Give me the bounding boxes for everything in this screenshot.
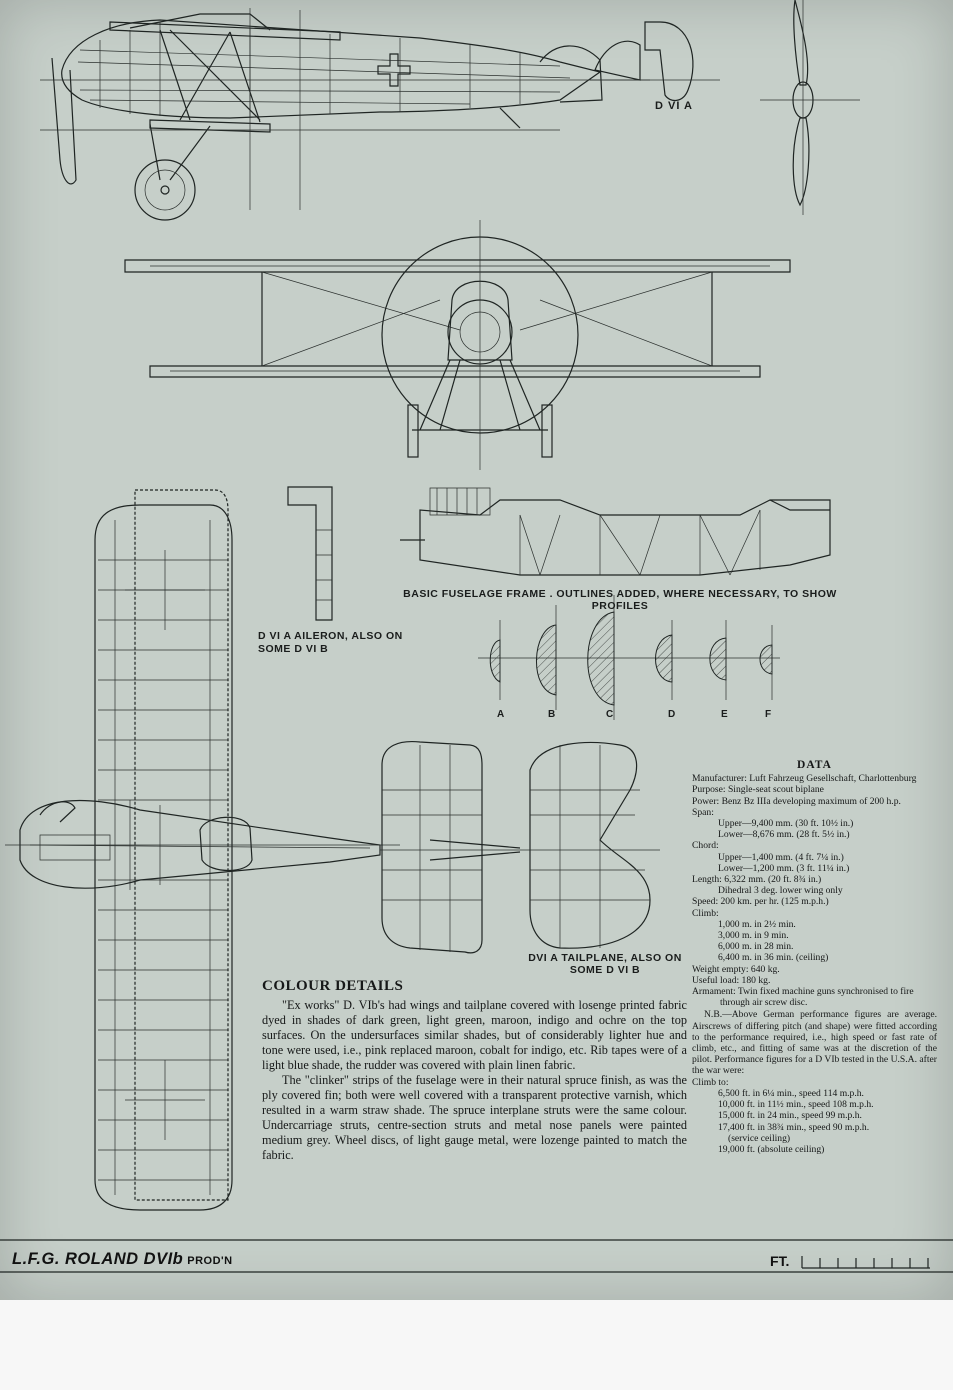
data-manufacturer: Manufacturer: Luft Fahrzeug Gesellschaft, Charlottenburg xyxy=(692,773,917,785)
data-climb-row: 6,400 m. in 36 min. (ceiling) xyxy=(718,952,829,964)
data-chord-label: Chord: xyxy=(692,840,719,852)
data-speed: Speed: 200 km. per hr. (125 m.p.h.) xyxy=(692,896,829,908)
profile-letter: C xyxy=(606,709,614,720)
side-elevation xyxy=(40,8,650,220)
rib-profiles xyxy=(478,595,780,720)
aileron-detail xyxy=(288,487,332,620)
fuselage-frame xyxy=(400,488,830,575)
profile-letter: D xyxy=(668,709,676,720)
data-climb-to-row: 10,000 ft. in 11½ min., speed 108 m.p.h. xyxy=(718,1099,874,1111)
data-span-lower: Lower—8,676 mm. (28 ft. 5½ in.) xyxy=(718,829,850,841)
data-climb-label: Climb: xyxy=(692,907,719,919)
drawing-title-suffix: PROD'N xyxy=(187,1255,233,1267)
scale-bar xyxy=(802,1256,930,1268)
data-power: Power: Benz Bz IIIa developing maximum of 200 h.p. xyxy=(692,795,901,807)
data-span-label: Span: xyxy=(692,806,714,818)
profile-letter: E xyxy=(721,709,729,720)
data-service-ceiling: (service ceiling) xyxy=(728,1132,791,1144)
data-weight-empty: Weight empty: 640 kg. xyxy=(692,963,780,975)
profile-letter: A xyxy=(497,709,505,720)
data-climb-to-label: Climb to: xyxy=(692,1076,729,1088)
data-chord-lower: Lower—1,200 mm. (3 ft. 11¼ in.) xyxy=(718,862,850,874)
data-purpose: Purpose: Single-seat scout biplane xyxy=(692,784,824,796)
data-climb-to-row: 6,500 ft. in 6¼ min., speed 114 m.p.h. xyxy=(718,1087,864,1099)
data-dihedral: Dihedral 3 deg. lower wing only xyxy=(718,885,843,897)
data-absolute-ceiling: 19,000 ft. (absolute ceiling) xyxy=(718,1143,825,1155)
fuselage-caption: BASIC FUSELAGE FRAME . OUTLINES ADDED, WHERE NECESSARY, TO SHOW PROFILES xyxy=(403,588,837,612)
data-heading: DATA xyxy=(797,759,832,771)
data-climb-to-row: 15,000 ft. in 24 min., speed 99 m.p.h. xyxy=(718,1110,862,1122)
propeller-view xyxy=(760,0,860,215)
data-climb-to-row: 17,400 ft. in 38¾ min., speed 90 m.p.h. xyxy=(718,1121,870,1133)
data-climb-row: 6,000 m. in 28 min. xyxy=(718,941,794,953)
colour-paragraph: "Ex works" D. VIb's had wings and tailplane covered with losenge printed fabric dyed in shades of dark green, light green, maroon, indigo and ochre on the top surfaces. On the undersurfaces similar shades, but of considerably lighter hue and tone were used, i.e., pink replaced maroon, cobalt for indigo, etc. Rib tapes were of a light blue shade, the rudder was covered with plain linen fabric. xyxy=(262,998,687,1072)
profile-letter: B xyxy=(548,709,556,720)
data-climb-row: 1,000 m. in 2½ min. xyxy=(718,918,796,930)
data-useful-load: Useful load: 180 kg. xyxy=(692,974,771,986)
drawing-title-main: L.F.G. ROLAND DVIb xyxy=(12,1250,184,1268)
colour-paragraph: The "clinker" strips of the fuselage were in their natural spruce finish, as was the ply covered fin; both were well covered with a transparent protective varnish, which resulted in a warm straw shade. The spruce interplane struts were the same colour. Undercarriage struts, centre-section struts and metal nose panels were painted medium grey. Wheel discs, of light gauge metal, were lozenge painted to match the fabric. xyxy=(262,1073,687,1162)
data-chord-upper: Upper—1,400 mm. (4 ft. 7¼ in.) xyxy=(718,851,844,863)
data-nb: N.B.—Above German performance figures are average. Airscrews of differing pitch (and shape) were fitted according to the performance required, i.e., high speed or fast rate of climb, etc., and fitting of same was at the discretion of the pilot. Performance figures for a D VIb tested in the U.S.A. after the war were: xyxy=(692,1009,937,1077)
data-climb-row: 3,000 m. in 9 min. xyxy=(718,930,789,942)
front-elevation xyxy=(125,220,790,470)
fin-detail-dvia xyxy=(590,22,720,100)
colour-heading: COLOUR DETAILS xyxy=(262,978,404,994)
data-length: Length: 6,322 mm. (20 ft. 8¾ in.) xyxy=(692,874,822,886)
profile-letter: F xyxy=(765,709,772,720)
colour-details xyxy=(262,978,687,1163)
data-armament: Armament: Twin fixed machine guns synchronised to fire through air screw disc. xyxy=(692,986,914,1009)
tailplane-plan xyxy=(380,742,660,953)
aileron-caption: D VI A AILERON, ALSO ON SOME D VI B xyxy=(258,630,403,655)
tailplane-caption: DVI A TAILPLANE, ALSO ON SOME D VI B xyxy=(528,952,682,976)
scale-label: FT. xyxy=(770,1253,790,1269)
fin-label: D VI A xyxy=(655,100,693,112)
data-span-upper: Upper—9,400 mm. (30 ft. 10½ in.) xyxy=(718,818,854,830)
drawing-title xyxy=(12,1250,233,1269)
data-panel xyxy=(692,760,937,1155)
